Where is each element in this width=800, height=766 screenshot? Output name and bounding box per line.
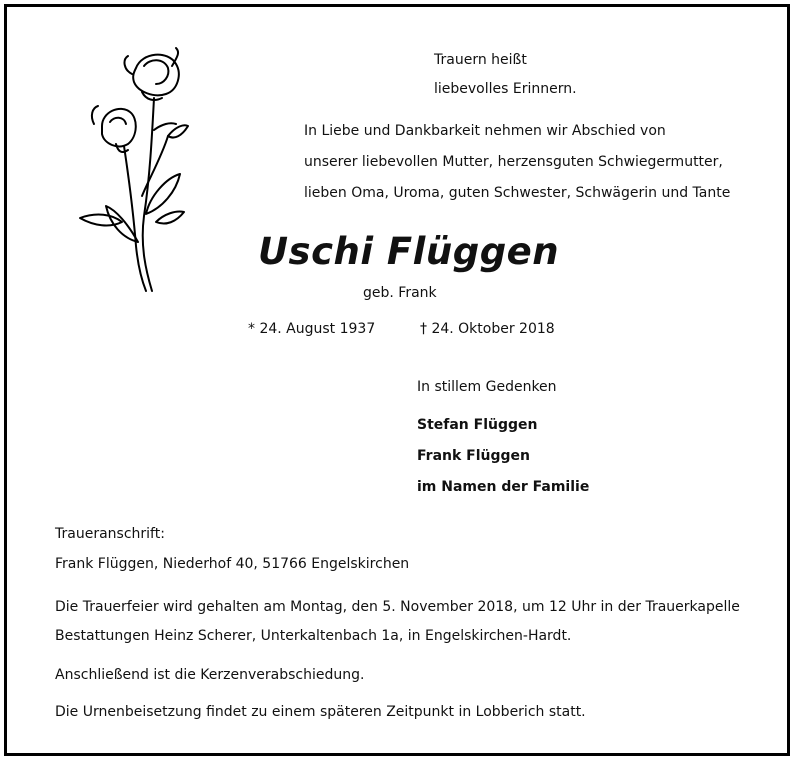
mourner-family: im Namen der Familie [417, 479, 590, 495]
ceremony-line-2: Bestattungen Heinz Scherer, Unterkaltenbach 1a, in Engelskirchen-Hardt. [55, 628, 572, 644]
address-text: Frank Flüggen, Niederhof 40, 51766 Engelskirchen [55, 556, 410, 572]
address-label: Traueranschrift: [55, 526, 165, 542]
mourner-name: Frank Flüggen [417, 448, 531, 464]
death-date: † 24. Oktober 2018 [420, 321, 555, 337]
mourners-intro: In stillem Gedenken [417, 379, 557, 395]
intro-line-3: lieben Oma, Uroma, guten Schwester, Schwägerin und Tante [304, 185, 731, 201]
ceremony-line-3: Anschließend ist die Kerzenverabschiedung. [55, 667, 365, 683]
intro-line-2: unserer liebevollen Mutter, herzensguten Schwiegermutter, [304, 154, 723, 170]
maiden-name: geb. Frank [363, 285, 437, 301]
intro-line-1: In Liebe und Dankbarkeit nehmen wir Abschied von [304, 123, 666, 139]
mourner-name: Stefan Flüggen [417, 417, 538, 433]
quote-line-2: liebevolles Erinnern. [434, 81, 577, 97]
ceremony-line-1: Die Trauerfeier wird gehalten am Montag, den 5. November 2018, um 12 Uhr in der Trauerkapelle [55, 599, 740, 615]
ceremony-line-4: Die Urnenbeisetzung findet zu einem späteren Zeitpunkt in Lobberich statt. [55, 704, 586, 720]
deceased-name: Uschi Flüggen [258, 230, 560, 273]
rose-icon [72, 46, 192, 296]
quote-line-1: Trauern heißt [434, 52, 527, 68]
birth-date: * 24. August 1937 [248, 321, 376, 337]
